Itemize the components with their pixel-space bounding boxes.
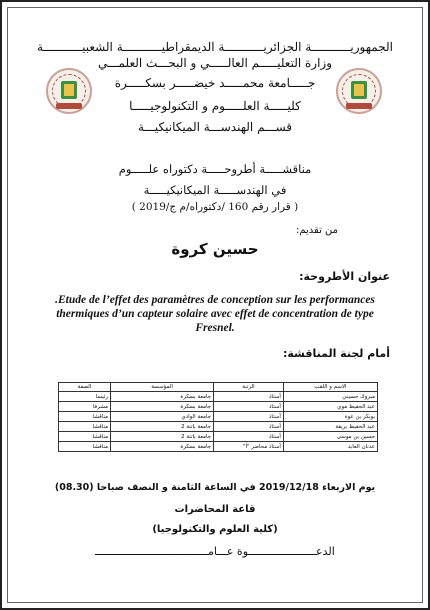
col-grade: الرتبة [214,383,284,392]
table-row [59,392,378,402]
jury-name: مبروك حسيني [283,392,377,402]
jury-grade: أستاذ [214,392,284,402]
jury-label: أمام لجنة المناقشة: [282,347,390,360]
jury-role: رئيسا [59,392,111,402]
thesis-field: في الهندســـــة الميكانيكيـــــة [143,183,287,197]
thesis-title-fr: .Etude de l’effet des paramètres de conception sur les performances thermiques d’un capteur solaire avec effet de concentration de type Fresnel. [55,294,375,334]
defense-date: يوم الاربعاء 2019/12/18 في الساعة الثامنة و النصف صباحا (08.30) [54,482,376,493]
jury-name: عدنان العابد [283,442,377,452]
jury-grade: أستاذ [214,422,284,432]
ministry-title: وزارة التعليـــــم العالـــــي و البحـــث العلمـــي [97,56,333,70]
jury-grade: أستاذ [214,432,284,442]
jury-name: حسين بن موسى [283,432,377,442]
department-title: قســـم الهندســـة الميكانيكيـــة [137,120,293,134]
table-row [59,402,378,412]
col-institution: المؤسسة [111,383,214,392]
jury-grade: أستاذ محاضر "أ" [214,442,284,452]
defense-faculty: (كلية العلوم والتكنولوجيا) [152,524,278,535]
republic-title: الجمهوريـــــــــــة الجزائريـــــــــــة الديمقراطيـــــــــــة الشعبيـــــــــــة [37,40,393,54]
title-label: عنوان الأطروحة: [299,270,390,283]
thesis-type: مناقشـــــة أطروحـــــة دكتوراه علـــــوم [118,162,312,176]
jury-name: عبد الحفيظ موي [283,402,377,412]
jury-name: بوبكر بن عوة [283,412,377,422]
defense-room: قاعة المحاضرات [174,504,256,515]
table-row [59,442,378,452]
faculty-title: كليـــــة العلـــــوم و التكنولوجيـــــا [129,99,301,113]
jury-grade: أستاذ [214,402,284,412]
jury-institution: جامعة بسكرة [111,442,214,452]
public-invitation: الدعـــــــــــــــــــــوة عـــامـــــــــــــــــــــــــــــــــــ [95,545,335,558]
col-name: الاسم و اللقب [283,383,377,392]
university-title: جـــــامعة محمـــــد خيضـــــر بسكـــــرة [114,76,316,90]
jury-institution: جامعة بسكرة [111,402,214,412]
university-logo-left [46,68,92,114]
jury-table-header [59,383,378,392]
jury-role: مناقشا [59,432,111,442]
jury-table [58,382,378,452]
jury-institution: جامعة باتنة 2 [111,432,214,442]
author-name: حسين كروة [171,240,259,258]
jury-grade: أستاذ [214,412,284,422]
jury-institution: جامعة بسكرة [111,392,214,402]
jury-institution: جامعة الوادي [111,412,214,422]
university-logo-right [336,68,382,114]
table-row [59,422,378,432]
jury-role: مشرفا [59,402,111,412]
table-row [59,432,378,442]
presented-by-label: من تقديم: [295,225,338,236]
jury-role: مناقشا [59,442,111,452]
table-row [59,412,378,422]
jury-role: مناقشا [59,422,111,432]
decision-number: ( قرار رقم 160 /دكتوراه/م ج/2019 ) [131,201,299,213]
jury-name: عبد الحفيظ بريقة [283,422,377,432]
col-role: الصفة [59,383,111,392]
jury-institution: جامعة باتنة 2 [111,422,214,432]
jury-role: مناقشا [59,412,111,422]
